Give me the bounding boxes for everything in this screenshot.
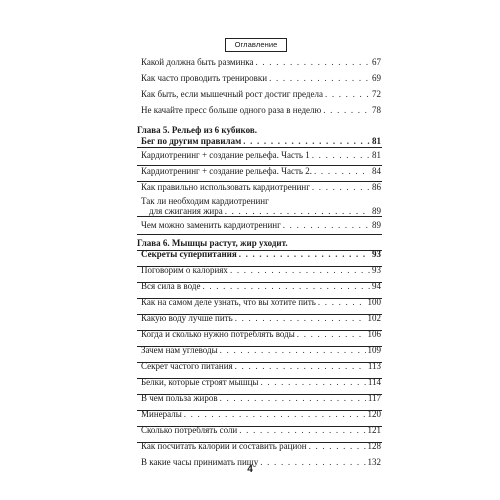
toc-entry-page: 81	[372, 150, 381, 160]
dot-leader	[312, 150, 370, 161]
toc-entry[interactable]	[141, 105, 381, 116]
toc-entry-title: В какие часы принимать пищу	[141, 457, 259, 467]
toc-entry-page: 113	[367, 361, 381, 371]
toc-entry-title: Белки, которые строят мышцы	[141, 377, 259, 387]
toc-entry-page: 89	[372, 206, 381, 216]
section-header-title: Оглавление	[234, 40, 278, 49]
toc-entry-title: Как посчитать калории и составить рацион	[141, 441, 307, 451]
divider	[137, 165, 382, 166]
toc-entry-title: Как часто проводить тренировки	[141, 73, 268, 83]
toc-entry-page: 94	[372, 281, 381, 291]
toc-entry-title: Зачем нам углеводы	[141, 345, 218, 355]
toc-entry-title-line2: для сжигания жира	[149, 206, 223, 216]
dot-leader	[323, 105, 370, 116]
toc-entry-page: 100	[367, 297, 381, 307]
chapter-subtitle-text: Секреты суперпитания	[141, 249, 237, 259]
toc-entry-title: Не качайте пресс больше одного раза в неделю	[141, 105, 322, 115]
toc-entry-title: Как на самом деле узнать, что вы хотите пить	[141, 297, 316, 307]
chapter-5-subtitle[interactable]	[141, 136, 381, 147]
toc-entry-title: Как правильно использовать кардиотренинг	[141, 182, 310, 192]
toc-entry-page: 114	[367, 377, 381, 387]
divider	[137, 362, 382, 363]
dot-leader	[256, 57, 371, 68]
chapter-6-title[interactable]: Глава 6. Мышцы растут, жир уходит.	[137, 238, 288, 248]
dot-leader	[325, 89, 370, 100]
toc-entry-title: Когда и сколько нужно потреблять воды	[141, 329, 295, 339]
toc-entry-title: Сколько потреблять соли	[141, 425, 238, 435]
chapter-subtitle-text: Бег по другим правилам	[141, 136, 242, 146]
dot-leader	[314, 166, 370, 177]
toc-entry-page: 78	[372, 105, 381, 115]
divider	[137, 298, 382, 299]
divider	[137, 147, 382, 148]
divider	[137, 442, 382, 443]
dot-leader	[225, 206, 370, 216]
toc-entry-title: Минералы	[141, 409, 182, 419]
chapter-subtitle-page: 81	[372, 136, 381, 146]
divider	[137, 234, 382, 235]
divider	[137, 181, 382, 182]
toc-entry-page: 106	[367, 329, 381, 339]
toc-entry-title: Кардиотренинг + создание рельефа. Часть 1	[141, 150, 310, 160]
toc-entry-page: 89	[372, 220, 381, 230]
divider	[137, 282, 382, 283]
divider	[137, 378, 382, 379]
toc-entry-page: 102	[367, 313, 381, 323]
toc-entry-title: В чем польза жиров	[141, 393, 218, 403]
toc-entry[interactable]	[141, 182, 381, 193]
toc-entry-title: Какую воду лучше пить	[141, 313, 233, 323]
chapter-5-title[interactable]: Глава 5. Рельеф из 6 кубиков.	[137, 125, 258, 135]
dot-leader	[283, 220, 370, 231]
divider	[137, 330, 382, 331]
toc-entry[interactable]	[141, 89, 381, 100]
divider	[137, 426, 382, 427]
toc-entry-title: Как быть, если мышечный рост достиг предела	[141, 89, 323, 99]
toc-entry[interactable]	[141, 220, 381, 231]
toc-entry-page: 67	[372, 57, 381, 67]
toc-entry-page: 93	[372, 265, 381, 275]
divider	[137, 314, 382, 315]
toc-entry-title: Кардиотренинг + создание рельефа. Часть 2.	[141, 166, 313, 176]
dot-leader	[312, 182, 370, 193]
toc-entry-title-line1: Так ли необходим кардиотренинг	[141, 196, 269, 206]
toc-entry-page: 86	[372, 182, 381, 192]
toc-entry[interactable]	[141, 150, 381, 161]
toc-entry-page: 128	[367, 441, 381, 451]
divider	[137, 266, 382, 267]
dot-leader	[269, 73, 370, 84]
toc-entry[interactable]	[141, 73, 381, 84]
toc-entry-title: Секрет частого питания	[141, 361, 233, 371]
dot-leader	[243, 136, 370, 147]
toc-entry-page: 117	[367, 393, 381, 403]
chapter-subtitle-page: 93	[372, 249, 381, 259]
toc-entry-page: 109	[367, 345, 381, 355]
toc-entry-multiline[interactable]	[141, 196, 381, 216]
toc-entry-page: 72	[372, 89, 381, 99]
toc-entry-page: 132	[367, 457, 381, 467]
divider	[137, 346, 382, 347]
toc-entry-page: 84	[372, 166, 381, 176]
toc-entry[interactable]	[141, 57, 381, 68]
toc-entry-title: Чем можно заменить кардиотренинг	[141, 220, 281, 230]
toc-entry-page: 69	[372, 73, 381, 83]
toc-entry-page: 120	[367, 409, 381, 419]
divider	[137, 394, 382, 395]
toc-entry-title: Вся сила в воде	[141, 281, 201, 291]
divider	[137, 216, 382, 217]
toc-entry[interactable]	[141, 166, 381, 177]
toc-entry-title: Какой должна быть разминка	[141, 57, 254, 67]
section-header-box	[225, 38, 287, 52]
toc-entry-title: Поговорим о калориях	[141, 265, 228, 275]
page-number: 4	[247, 464, 253, 475]
divider	[137, 250, 382, 251]
divider	[137, 410, 382, 411]
toc-entry-page: 121	[367, 425, 381, 435]
